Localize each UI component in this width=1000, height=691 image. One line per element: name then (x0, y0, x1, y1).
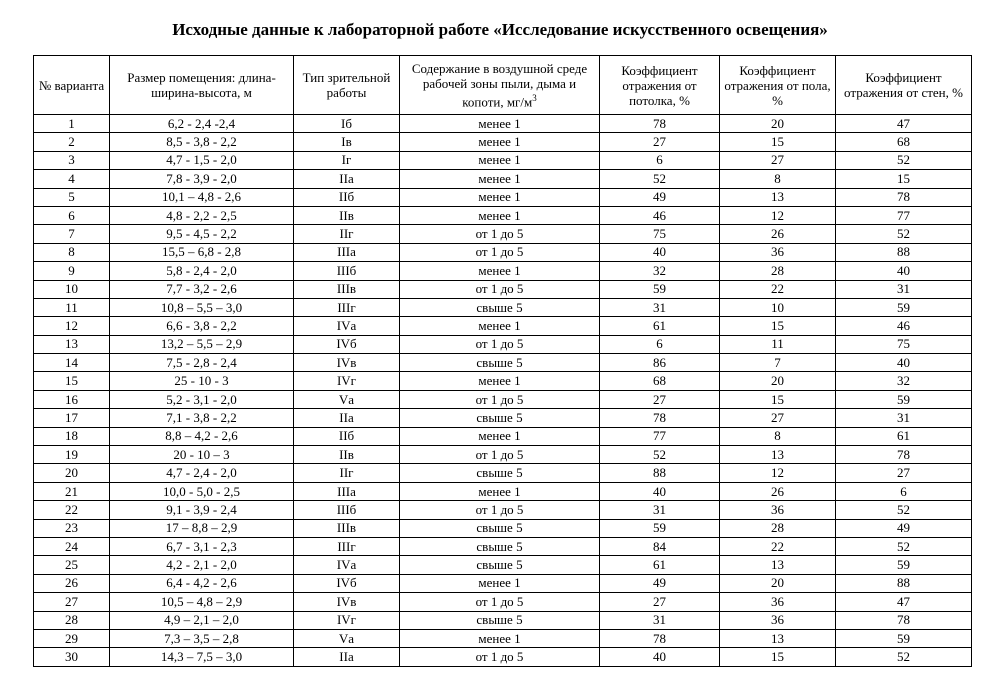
cell-wall-reflectance: 59 (836, 390, 972, 408)
cell-ceiling-reflectance: 59 (600, 280, 720, 298)
cell-variant: 6 (34, 206, 110, 224)
cell-room-size: 5,2 - 3,1 - 2,0 (110, 390, 294, 408)
cell-ceiling-reflectance: 75 (600, 225, 720, 243)
cell-work-type: IVа (294, 556, 400, 574)
cell-variant: 12 (34, 317, 110, 335)
cell-dust-content: менее 1 (400, 427, 600, 445)
cell-dust-content: свыше 5 (400, 556, 600, 574)
cell-wall-reflectance: 77 (836, 206, 972, 224)
cell-wall-reflectance: 31 (836, 280, 972, 298)
cell-dust-content: менее 1 (400, 262, 600, 280)
cell-floor-reflectance: 8 (720, 427, 836, 445)
cell-dust-content: менее 1 (400, 629, 600, 647)
cell-dust-content: менее 1 (400, 574, 600, 592)
cell-work-type: IVв (294, 593, 400, 611)
cell-wall-reflectance: 78 (836, 188, 972, 206)
cell-room-size: 4,2 - 2,1 - 2,0 (110, 556, 294, 574)
cell-variant: 19 (34, 446, 110, 464)
cell-floor-reflectance: 28 (720, 262, 836, 280)
cell-work-type: Vа (294, 629, 400, 647)
table-row (34, 151, 972, 169)
cell-work-type: IIIв (294, 280, 400, 298)
cell-variant: 26 (34, 574, 110, 592)
cell-variant: 10 (34, 280, 110, 298)
cell-wall-reflectance: 68 (836, 133, 972, 151)
cell-ceiling-reflectance: 59 (600, 519, 720, 537)
cell-floor-reflectance: 13 (720, 188, 836, 206)
cell-room-size: 15,5 – 6,8 - 2,8 (110, 243, 294, 261)
cell-variant: 22 (34, 501, 110, 519)
cell-room-size: 10,0 - 5,0 - 2,5 (110, 482, 294, 500)
cell-variant: 18 (34, 427, 110, 445)
cell-floor-reflectance: 15 (720, 317, 836, 335)
cell-dust-content: свыше 5 (400, 519, 600, 537)
cell-wall-reflectance: 40 (836, 262, 972, 280)
header-wall-reflectance: Коэффициент отражения от стен, % (836, 56, 972, 115)
cell-floor-reflectance: 36 (720, 243, 836, 261)
cell-floor-reflectance: 36 (720, 593, 836, 611)
cell-ceiling-reflectance: 6 (600, 151, 720, 169)
cell-floor-reflectance: 12 (720, 206, 836, 224)
cell-work-type: Iв (294, 133, 400, 151)
cell-work-type: Iг (294, 151, 400, 169)
cell-variant: 14 (34, 354, 110, 372)
cell-work-type: IIа (294, 648, 400, 666)
cell-wall-reflectance: 52 (836, 501, 972, 519)
cell-floor-reflectance: 7 (720, 354, 836, 372)
cell-room-size: 14,3 – 7,5 – 3,0 (110, 648, 294, 666)
table-row (34, 372, 972, 390)
cell-work-type: IIг (294, 464, 400, 482)
cell-ceiling-reflectance: 31 (600, 611, 720, 629)
cell-work-type: IIа (294, 170, 400, 188)
cell-ceiling-reflectance: 27 (600, 390, 720, 408)
cell-room-size: 7,1 - 3,8 - 2,2 (110, 409, 294, 427)
table-row (34, 556, 972, 574)
cell-variant: 11 (34, 298, 110, 316)
cell-dust-content: менее 1 (400, 170, 600, 188)
cell-floor-reflectance: 20 (720, 372, 836, 390)
header-dust-content (400, 56, 600, 115)
cell-room-size: 7,3 – 3,5 – 2,8 (110, 629, 294, 647)
cell-wall-reflectance: 31 (836, 409, 972, 427)
table-row (34, 170, 972, 188)
cell-room-size: 6,7 - 3,1 - 2,3 (110, 537, 294, 555)
cell-work-type: IIIа (294, 243, 400, 261)
cell-dust-content: менее 1 (400, 188, 600, 206)
cell-variant: 15 (34, 372, 110, 390)
cell-variant: 17 (34, 409, 110, 427)
cell-variant: 16 (34, 390, 110, 408)
cell-work-type: Vа (294, 390, 400, 408)
table-row (34, 501, 972, 519)
cell-work-type: Iб (294, 115, 400, 133)
table-row (34, 574, 972, 592)
table-row (34, 519, 972, 537)
table-row (34, 298, 972, 316)
table-body (34, 115, 972, 667)
cell-dust-content: менее 1 (400, 115, 600, 133)
lab-data-table (33, 55, 972, 667)
cell-dust-content: менее 1 (400, 372, 600, 390)
cell-work-type: IIа (294, 409, 400, 427)
cell-variant: 1 (34, 115, 110, 133)
cell-ceiling-reflectance: 52 (600, 170, 720, 188)
cell-floor-reflectance: 13 (720, 629, 836, 647)
cell-variant: 5 (34, 188, 110, 206)
cell-room-size: 4,7 - 2,4 - 2,0 (110, 464, 294, 482)
cell-wall-reflectance: 59 (836, 629, 972, 647)
cell-wall-reflectance: 47 (836, 593, 972, 611)
cell-work-type: IIIб (294, 501, 400, 519)
table-row (34, 225, 972, 243)
table-row (34, 648, 972, 666)
cell-wall-reflectance: 47 (836, 115, 972, 133)
table-row (34, 537, 972, 555)
table-row (34, 188, 972, 206)
cell-floor-reflectance: 15 (720, 133, 836, 151)
cell-wall-reflectance: 61 (836, 427, 972, 445)
cell-room-size: 25 - 10 - 3 (110, 372, 294, 390)
cell-floor-reflectance: 27 (720, 151, 836, 169)
cell-dust-content: от 1 до 5 (400, 446, 600, 464)
cell-ceiling-reflectance: 31 (600, 298, 720, 316)
cell-dust-content: от 1 до 5 (400, 501, 600, 519)
cell-room-size: 5,8 - 2,4 - 2,0 (110, 262, 294, 280)
cell-wall-reflectance: 59 (836, 298, 972, 316)
cell-dust-content: от 1 до 5 (400, 335, 600, 353)
cell-floor-reflectance: 26 (720, 482, 836, 500)
cell-work-type: IIIв (294, 519, 400, 537)
header-ceiling-reflectance: Коэффициент отражения от потолка, % (600, 56, 720, 115)
cell-wall-reflectance: 49 (836, 519, 972, 537)
cell-floor-reflectance: 22 (720, 537, 836, 555)
cell-ceiling-reflectance: 49 (600, 574, 720, 592)
cell-room-size: 6,2 - 2,4 -2,4 (110, 115, 294, 133)
cell-wall-reflectance: 40 (836, 354, 972, 372)
cell-floor-reflectance: 12 (720, 464, 836, 482)
cell-ceiling-reflectance: 88 (600, 464, 720, 482)
cell-floor-reflectance: 36 (720, 501, 836, 519)
cell-room-size: 7,5 - 2,8 - 2,4 (110, 354, 294, 372)
cell-variant: 20 (34, 464, 110, 482)
cell-ceiling-reflectance: 78 (600, 115, 720, 133)
cell-work-type: IIIа (294, 482, 400, 500)
header-variant: № варианта (34, 56, 110, 115)
cell-floor-reflectance: 22 (720, 280, 836, 298)
cell-wall-reflectance: 52 (836, 648, 972, 666)
cell-floor-reflectance: 8 (720, 170, 836, 188)
header-dust-superscript: 3 (532, 92, 537, 103)
cell-floor-reflectance: 27 (720, 409, 836, 427)
table-row (34, 390, 972, 408)
cell-work-type: IIб (294, 188, 400, 206)
document-title: Исходные данные к лабораторной работе «Исследование искусственного освещения» (172, 20, 828, 39)
table-row (34, 115, 972, 133)
cell-ceiling-reflectance: 27 (600, 133, 720, 151)
cell-wall-reflectance: 52 (836, 225, 972, 243)
cell-ceiling-reflectance: 77 (600, 427, 720, 445)
cell-work-type: IVа (294, 317, 400, 335)
cell-variant: 24 (34, 537, 110, 555)
cell-work-type: IVг (294, 372, 400, 390)
header-floor-reflectance: Коэффициент отражения от пола, % (720, 56, 836, 115)
cell-room-size: 17 – 8,8 – 2,9 (110, 519, 294, 537)
cell-ceiling-reflectance: 40 (600, 648, 720, 666)
cell-work-type: IIIг (294, 537, 400, 555)
cell-dust-content: от 1 до 5 (400, 243, 600, 261)
table-row (34, 427, 972, 445)
cell-wall-reflectance: 59 (836, 556, 972, 574)
cell-wall-reflectance: 78 (836, 446, 972, 464)
cell-ceiling-reflectance: 61 (600, 556, 720, 574)
cell-dust-content: менее 1 (400, 151, 600, 169)
cell-floor-reflectance: 20 (720, 574, 836, 592)
cell-room-size: 6,4 - 4,2 - 2,6 (110, 574, 294, 592)
cell-ceiling-reflectance: 31 (600, 501, 720, 519)
cell-floor-reflectance: 36 (720, 611, 836, 629)
cell-work-type: IIв (294, 206, 400, 224)
cell-room-size: 4,7 - 1,5 - 2,0 (110, 151, 294, 169)
cell-ceiling-reflectance: 32 (600, 262, 720, 280)
cell-room-size: 20 - 10 – 3 (110, 446, 294, 464)
cell-ceiling-reflectance: 68 (600, 372, 720, 390)
header-work-type: Тип зрительной работы (294, 56, 400, 115)
cell-dust-content: менее 1 (400, 206, 600, 224)
cell-variant: 21 (34, 482, 110, 500)
cell-wall-reflectance: 15 (836, 170, 972, 188)
cell-floor-reflectance: 15 (720, 390, 836, 408)
table-row (34, 206, 972, 224)
cell-dust-content: от 1 до 5 (400, 225, 600, 243)
table-row (34, 629, 972, 647)
cell-wall-reflectance: 78 (836, 611, 972, 629)
cell-variant: 28 (34, 611, 110, 629)
header-room-size: Размер помещения: длина-ширина-высота, м (110, 56, 294, 115)
cell-variant: 25 (34, 556, 110, 574)
cell-room-size: 4,8 - 2,2 - 2,5 (110, 206, 294, 224)
cell-room-size: 7,8 - 3,9 - 2,0 (110, 170, 294, 188)
cell-room-size: 8,5 - 3,8 - 2,2 (110, 133, 294, 151)
table-row (34, 335, 972, 353)
cell-ceiling-reflectance: 6 (600, 335, 720, 353)
cell-floor-reflectance: 28 (720, 519, 836, 537)
cell-variant: 23 (34, 519, 110, 537)
cell-variant: 13 (34, 335, 110, 353)
cell-variant: 30 (34, 648, 110, 666)
cell-work-type: IVб (294, 574, 400, 592)
cell-wall-reflectance: 52 (836, 537, 972, 555)
cell-dust-content: от 1 до 5 (400, 280, 600, 298)
table-row (34, 262, 972, 280)
cell-dust-content: менее 1 (400, 133, 600, 151)
cell-dust-content: свыше 5 (400, 298, 600, 316)
cell-wall-reflectance: 46 (836, 317, 972, 335)
cell-ceiling-reflectance: 46 (600, 206, 720, 224)
cell-room-size: 7,7 - 3,2 - 2,6 (110, 280, 294, 298)
cell-variant: 7 (34, 225, 110, 243)
cell-floor-reflectance: 26 (720, 225, 836, 243)
cell-ceiling-reflectance: 78 (600, 409, 720, 427)
cell-work-type: IIв (294, 446, 400, 464)
cell-wall-reflectance: 88 (836, 243, 972, 261)
cell-ceiling-reflectance: 84 (600, 537, 720, 555)
cell-room-size: 6,6 - 3,8 - 2,2 (110, 317, 294, 335)
cell-work-type: IVг (294, 611, 400, 629)
cell-floor-reflectance: 13 (720, 556, 836, 574)
cell-wall-reflectance: 6 (836, 482, 972, 500)
cell-floor-reflectance: 15 (720, 648, 836, 666)
cell-variant: 8 (34, 243, 110, 261)
cell-dust-content: свыше 5 (400, 409, 600, 427)
cell-ceiling-reflectance: 78 (600, 629, 720, 647)
cell-ceiling-reflectance: 27 (600, 593, 720, 611)
cell-ceiling-reflectance: 49 (600, 188, 720, 206)
table-row (34, 482, 972, 500)
table-row (34, 446, 972, 464)
cell-dust-content: менее 1 (400, 482, 600, 500)
cell-room-size: 9,5 - 4,5 - 2,2 (110, 225, 294, 243)
cell-variant: 4 (34, 170, 110, 188)
cell-floor-reflectance: 11 (720, 335, 836, 353)
table-row (34, 409, 972, 427)
cell-floor-reflectance: 13 (720, 446, 836, 464)
table-row (34, 464, 972, 482)
cell-wall-reflectance: 32 (836, 372, 972, 390)
cell-variant: 9 (34, 262, 110, 280)
cell-dust-content: свыше 5 (400, 464, 600, 482)
cell-wall-reflectance: 75 (836, 335, 972, 353)
table-row (34, 133, 972, 151)
table-row (34, 354, 972, 372)
cell-room-size: 4,9 – 2,1 – 2,0 (110, 611, 294, 629)
cell-work-type: IIIб (294, 262, 400, 280)
cell-floor-reflectance: 10 (720, 298, 836, 316)
table-row (34, 611, 972, 629)
cell-ceiling-reflectance: 40 (600, 482, 720, 500)
header-dust-text: Содержание в воздушной среде рабочей зоны пыли, дыма и копоти, мг/м (411, 60, 588, 110)
cell-room-size: 10,1 – 4,8 - 2,6 (110, 188, 294, 206)
table-header-row (34, 56, 972, 115)
table-row (34, 280, 972, 298)
cell-room-size: 10,8 – 5,5 – 3,0 (110, 298, 294, 316)
cell-dust-content: свыше 5 (400, 537, 600, 555)
cell-dust-content: свыше 5 (400, 354, 600, 372)
cell-dust-content: свыше 5 (400, 611, 600, 629)
table-row (34, 593, 972, 611)
cell-room-size: 8,8 – 4,2 - 2,6 (110, 427, 294, 445)
cell-variant: 29 (34, 629, 110, 647)
cell-ceiling-reflectance: 52 (600, 446, 720, 464)
cell-dust-content: от 1 до 5 (400, 593, 600, 611)
cell-dust-content: менее 1 (400, 317, 600, 335)
cell-room-size: 9,1 - 3,9 - 2,4 (110, 501, 294, 519)
cell-room-size: 10,5 – 4,8 – 2,9 (110, 593, 294, 611)
cell-variant: 2 (34, 133, 110, 151)
cell-work-type: IIб (294, 427, 400, 445)
cell-wall-reflectance: 52 (836, 151, 972, 169)
table-row (34, 317, 972, 335)
cell-dust-content: от 1 до 5 (400, 648, 600, 666)
cell-wall-reflectance: 27 (836, 464, 972, 482)
cell-work-type: IIIг (294, 298, 400, 316)
table-row (34, 243, 972, 261)
cell-ceiling-reflectance: 40 (600, 243, 720, 261)
cell-ceiling-reflectance: 61 (600, 317, 720, 335)
cell-dust-content: от 1 до 5 (400, 390, 600, 408)
cell-work-type: IVб (294, 335, 400, 353)
cell-variant: 3 (34, 151, 110, 169)
cell-floor-reflectance: 20 (720, 115, 836, 133)
cell-variant: 27 (34, 593, 110, 611)
cell-work-type: IIг (294, 225, 400, 243)
cell-wall-reflectance: 88 (836, 574, 972, 592)
cell-work-type: IVв (294, 354, 400, 372)
cell-room-size: 13,2 – 5,5 – 2,9 (110, 335, 294, 353)
cell-ceiling-reflectance: 86 (600, 354, 720, 372)
